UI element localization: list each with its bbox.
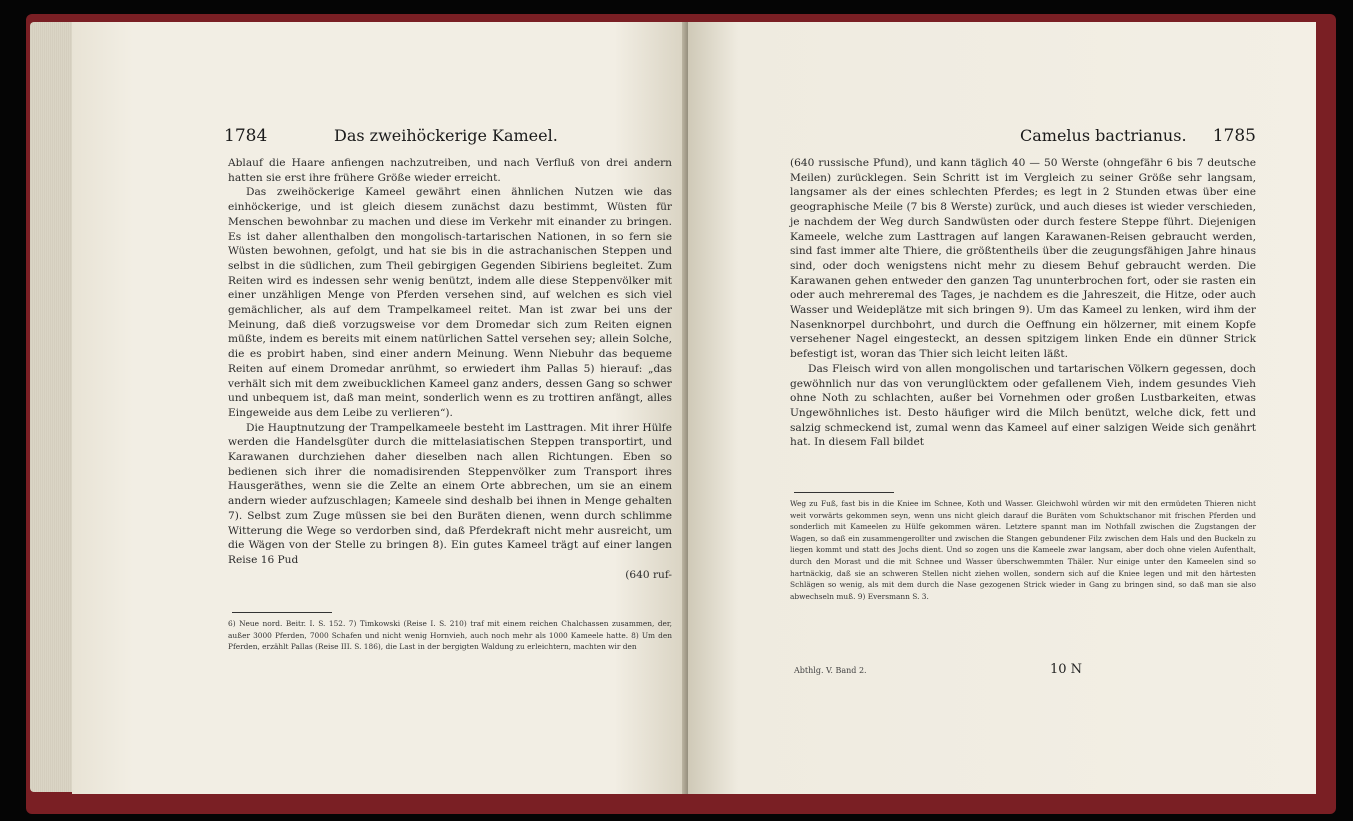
paragraph: Das Fleisch wird von allen mongolischen und tartarischen Völkern gegessen, doch gewöhnlich nur das von verunglücktem oder gefallenem Vieh, indem gesundes Vieh ohne Noth zu schlachten, außer bei Vornehmen oder großen Lustbarkeiten, etwas Ungewöhnliches ist. Desto häufiger wird die Milch benützt, welche dick, fett und salzig schmeckend ist, zumal wenn das Kameel auf einer salzigen Weide sich genährt hat. In diesem Fall bildet	[790, 362, 1256, 449]
right-page-number: 1785	[1212, 126, 1256, 146]
catchword: (640 ruf-	[625, 568, 672, 581]
left-footnotes: 6) Neue nord. Beitr. I. S. 152. 7) Timkowski (Reise I. S. 210) traf mit einem reichen Chalchassen zusammen, der, außer 3000 Pferden, 7000 Schafen und nicht wenig Hornvieh, auch noch mehr als 1000 Kameele hatte. 8) Um den Pferden, erzählt Pallas (Reise III. S. 186), die Last in der bergigten Waldung zu erleichtern, machten wir den	[228, 619, 672, 652]
paragraph: (640 russische Pfund), und kann täglich 40 — 50 Werste (ohngefähr 6 bis 7 deutsche Meilen) zurücklegen. Sein Schritt ist im Vergleich zu seiner Größe sehr langsam, langsamer als der eines schlechten Pferdes; es legt in 2 Stunden etwas über eine geographische Meile (7 bis 8 Werste) zurück, und auch dieses ist wieder verschieden, je nachdem der Weg durch Sandwüsten oder durch festere Steppe führt. Diejenigen Kameele, welche zum Lasttragen auf langen Karawanen-Reisen gebraucht werden, sind fast immer alte Thiere, die größtentheils über die zeugungsfähigen Jahre hinaus sind, oder doch wenigstens nicht mehr zu diesem Behuf gebraucht werden. Die Karawanen gehen entweder den ganzen Tag ununterbrochen fort, oder sie rasten ein oder auch mehreremal des Tages, je nachdem es die Jahreszeit, die Hitze, oder auch Wasser und Weideplätze mit sich bringen 9). Um das Kameel zu lenken, wird ihm der Nasenknorpel durchbohrt, und durch die Oeffnung ein hölzerner, mit einem Kopfe versehener Nagel eingesteckt, an dessen spitzigem linken Ende ein dünner Strick befestigt ist, woran das Thier sich leicht leiten läßt.	[790, 157, 1256, 361]
sheet-mark: 10 N	[1050, 662, 1083, 677]
right-running-title: Camelus bactrianus.	[1020, 126, 1187, 145]
footnote-rule	[794, 492, 894, 493]
right-page	[688, 22, 1316, 794]
paragraph: Die Hauptnutzung der Trampelkameele besteht im Lasttragen. Mit ihrer Hülfe werden die Handelsgüter durch die mittelasiatischen Steppen transportirt, und Karawanen durchziehen daher dieselben nach allen Richtungen. Eben so bedienen sich ihrer die nomadisirenden Steppenvölker zum Transport ihres Hausgeräthes, wenn sie die Zelte an einem Orte abbrechen, um sie an einem andern wieder aufzuschlagen; Kameele sind deshalb bei ihnen in Menge gehalten 7). Selbst zum Zuge müssen sie bei den Buräten dienen, wenn durch schlimme Witterung die Wege so verdorben sind, daß Pferdekraft nicht mehr ausreicht, um die Wägen von der Stelle zu bringen 8). Ein gutes Kameel trägt auf einer langen Reise 16 Pud	[228, 421, 672, 566]
right-footnotes: Weg zu Fuß, fast bis in die Kniee im Schnee, Koth und Wasser. Gleichwohl würden wir mit den ermüdeten Thieren nicht weit vorwärts gekommen seyn, wenn uns nicht gleich darauf die Buräten vom Schuktschanor mit frischen Pferden und sonderlich mit Kameelen zu Hülfe gekommen wären. Letztere spannt man im Nothfall zwischen die Zugstangen der Wagen, so daß ein zusammengerollter und zwischen die Stangen gebundener Filz zwischen dem Hals und den Buckeln zu liegen kommt und statt des Jochs dient. Und so zogen uns die Kameele zwar langsam, aber doch ohne vielen Aufenthalt, durch den Morast und die mit Schnee und Wasser überschwemmten Thäler. Nur einige unter den Kameelen sind so hartnäckig, daß sie an schweren Stellen nicht ziehen wollen, sondern sich auf die Kniee legen und mit den härtesten Schlägen so wenig, als mit dem durch die Nase gezogenen Strick wieder in Gang zu bringen sind, so daß man sie also abwechseln muß. 9) Eversmann S. 3.	[790, 499, 1256, 601]
left-running-title: Das zweihöckerige Kameel.	[334, 126, 558, 145]
paragraph: Ablauf die Haare anfiengen nachzutreiben, und nach Verfluß von drei andern hatten sie erst ihre frühere Größe wieder erreicht.	[228, 157, 672, 184]
left-body-text	[228, 156, 672, 582]
footnote-rule	[232, 612, 332, 613]
left-page-number: 1784	[224, 126, 268, 146]
signature-mark: Abthlg. V. Band 2.	[794, 666, 867, 675]
right-body-text	[790, 156, 1256, 450]
left-page	[72, 22, 688, 794]
paragraph: Das zweihöckerige Kameel gewährt einen ähnlichen Nutzen wie das einhöckerige, und ist gleich diesem zunächst dazu bestimmt, Wüsten für Menschen bewohnbar zu machen und diese im Verkehr mit einander zu bringen. Es ist daher allenthalben den mongolisch-tartarischen Nationen, in so fern sie Wüsten bewohnen, gefolgt, und hat sie bis in die astrachanischen Steppen und selbst in die südlichen, zum Theil gebirgigen Gegenden Sibiriens begleitet. Zum Reiten wird es indessen sehr wenig benützt, indem alle diese Steppenvölker mit einer unzähligen Menge von Pferden versehen sind, auf welchen es sich viel gemächlicher, als auf dem Trampelkameel reitet. Man ist zwar bei uns der Meinung, daß dieß vorzugsweise vor dem Dromedar sich zum Reiten eignen müßte, indem es bereits mit einem natürlichen Sattel versehen sey; allein Solche, die es probirt haben, sind einer andern Meinung. Wenn Niebuhr das bequeme Reiten auf einem Dromedar anrühmt, so erwiedert ihm Pallas 5) hierauf: „das verhält sich mit dem zweibucklichen Kameel ganz anders, dessen Gang so schwer und unbequem ist, daß man meint, sonderlich wenn es zu trottiren anfängt, alles Eingeweide aus dem Leibe zu verlieren“).	[228, 186, 672, 419]
